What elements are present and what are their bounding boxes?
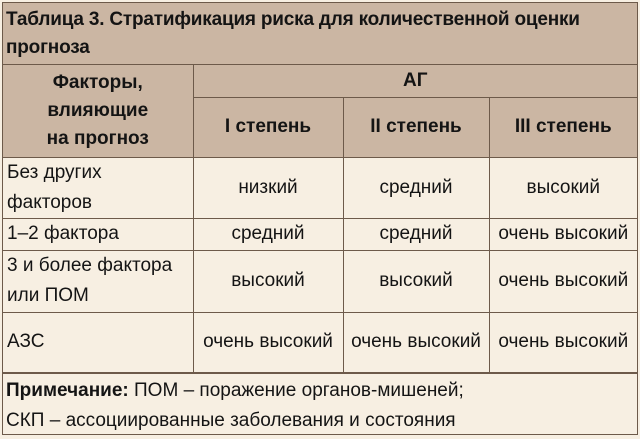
risk-cell: очень высокий: [489, 312, 637, 372]
risk-cell: средний: [343, 218, 489, 250]
row-label-line: или ПОМ: [7, 285, 89, 306]
row-label-1-2-factors: [3, 218, 193, 250]
risk-cell: высокий: [343, 250, 489, 312]
risk-cell: высокий: [489, 157, 637, 218]
table-row: [3, 157, 637, 218]
degree-1-header: I степень: [193, 97, 343, 157]
row-label-3-plus-factors: [3, 250, 193, 312]
row-label-line: АЗС: [7, 331, 45, 352]
risk-cell: средний: [193, 218, 343, 250]
risk-cell: очень высокий: [193, 312, 343, 372]
note-text-1: ПОМ – поражение органов-мишеней;: [128, 379, 464, 401]
degree-3-header: III степень: [489, 97, 637, 157]
factors-header-line-1: Факторы,: [52, 71, 143, 93]
table-row: [3, 218, 637, 250]
row-label-line: факторов: [7, 191, 93, 213]
risk-cell: очень высокий: [343, 312, 489, 372]
stratification-table-panel: [2, 2, 638, 435]
table-title-line-2: прогноза: [6, 37, 90, 58]
note-line-1: [6, 376, 637, 406]
risk-cell: очень высокий: [489, 250, 637, 312]
factors-header-cell: [3, 65, 193, 157]
table-note: [3, 373, 637, 436]
note-label: Примечание:: [6, 379, 129, 401]
note-line-2: СКП – ассоциированные заболевания и состояния: [6, 409, 456, 431]
risk-cell: высокий: [193, 250, 343, 312]
ag-header-cell: АГ: [193, 65, 637, 97]
table-row: [3, 312, 637, 372]
risk-cell: низкий: [193, 157, 343, 218]
factors-header-line-3: на прогноз: [46, 127, 149, 149]
table-title: [3, 3, 637, 65]
row-label-line: Без других: [7, 161, 102, 183]
table-row: [3, 250, 637, 312]
factors-header-line-2: влияющие: [47, 99, 149, 121]
row-label-line: 1–2 фактора: [7, 223, 119, 244]
risk-cell: средний: [343, 157, 489, 218]
row-label-azs: [3, 312, 193, 372]
risk-table: [3, 65, 637, 373]
degree-2-header: II степень: [343, 97, 489, 157]
risk-cell: очень высокий: [489, 218, 637, 250]
row-label-no-other-factors: [3, 157, 193, 218]
header-row-group: [3, 65, 637, 97]
row-label-line: 3 и более фактора: [7, 255, 173, 276]
table-title-line-1: Таблица 3. Стратификация риска для количественной оценки: [6, 9, 580, 30]
